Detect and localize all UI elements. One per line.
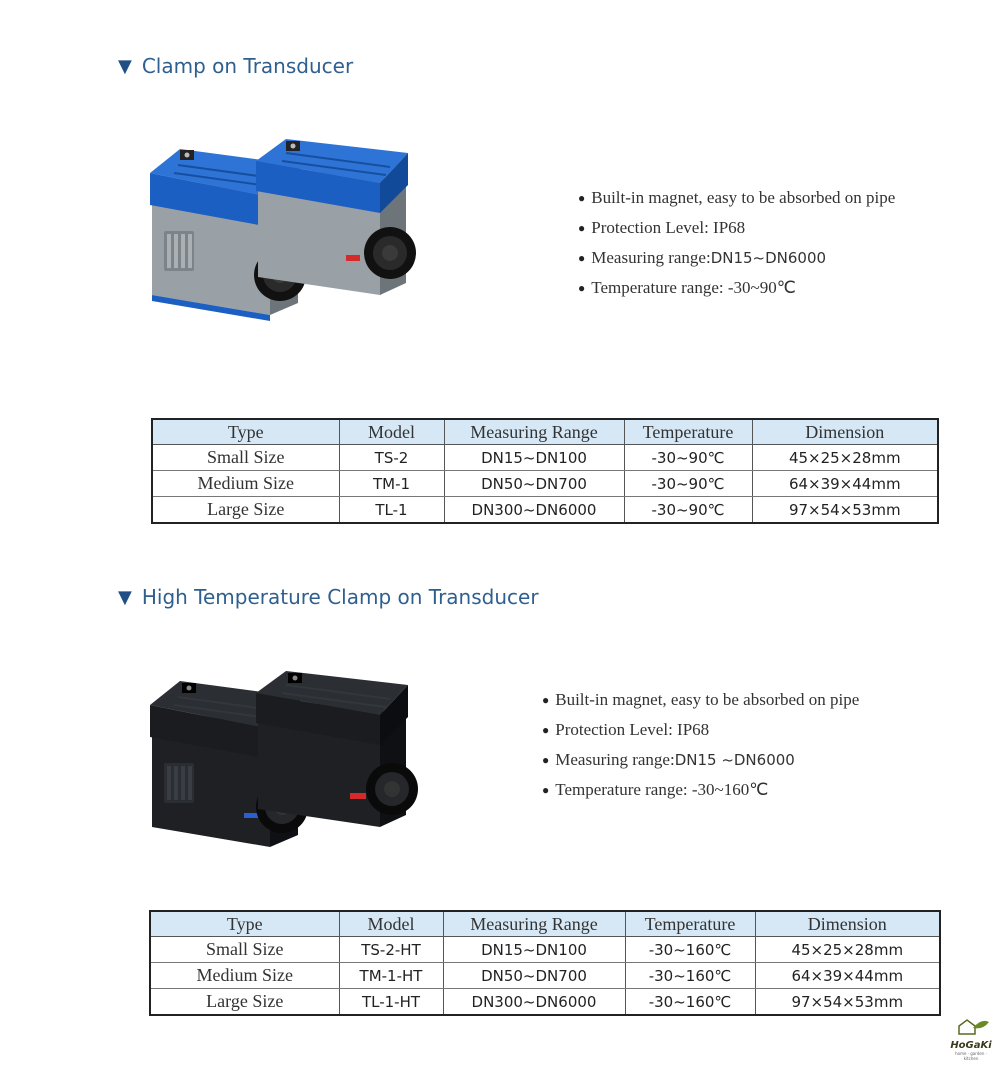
header-dimension: Dimension (755, 911, 940, 937)
bullet-icon: ● (578, 281, 586, 295)
cell-range: DN50~DN700 (444, 471, 624, 497)
table-row (152, 445, 938, 471)
feature-item: ● Protection Level: IP68 (542, 715, 859, 745)
bullet-icon: ● (578, 191, 586, 205)
clamp-transducer-image (140, 135, 430, 325)
table-row (150, 989, 940, 1016)
feature-list-clamp (578, 183, 895, 303)
cell-temperature: -30~90℃ (624, 445, 752, 471)
header-measuring-range: Measuring Range (444, 419, 624, 445)
cell-type: Medium Size (150, 963, 339, 989)
header-measuring-range: Measuring Range (443, 911, 625, 937)
cell-range: DN15~DN100 (443, 937, 625, 963)
transducer-unit-right (256, 671, 418, 827)
bullet-icon: ● (542, 753, 550, 767)
table-row (152, 497, 938, 524)
cell-temperature: -30~160℃ (625, 937, 755, 963)
cell-range: DN300~DN6000 (444, 497, 624, 524)
cell-range: DN300~DN6000 (443, 989, 625, 1016)
table-header-row (150, 911, 940, 937)
feature-item: ● Built-in magnet, easy to be absorbed on pipe (578, 183, 895, 213)
cell-type: Large Size (152, 497, 339, 524)
section-title-high-temp: ▼ High Temperature Clamp on Transducer (118, 585, 539, 609)
cell-type: Small Size (150, 937, 339, 963)
header-temperature: Temperature (625, 911, 755, 937)
header-model: Model (339, 911, 443, 937)
bullet-icon: ● (542, 783, 550, 797)
cell-model: TL-1-HT (339, 989, 443, 1016)
cell-type: Large Size (150, 989, 339, 1016)
feature-item: ● Temperature range: -30~90℃ (578, 273, 895, 303)
house-leaf-icon (951, 1018, 991, 1036)
spec-table-clamp (151, 418, 939, 524)
bullet-icon: ● (578, 251, 586, 265)
cell-temperature: -30~90℃ (624, 471, 752, 497)
feature-item: ● Measuring range: DN15~DN6000 (578, 243, 895, 273)
cell-type: Small Size (152, 445, 339, 471)
header-temperature: Temperature (624, 419, 752, 445)
bullet-icon: ● (542, 693, 550, 707)
cell-range: DN50~DN700 (443, 963, 625, 989)
cell-model: TS-2 (339, 445, 444, 471)
cell-dimension: 64×39×44mm (755, 963, 940, 989)
cell-temperature: -30~90℃ (624, 497, 752, 524)
feature-item: ● Measuring range: DN15 ~DN6000 (542, 745, 859, 775)
cell-dimension: 45×25×28mm (755, 937, 940, 963)
cell-model: TS-2-HT (339, 937, 443, 963)
bullet-icon: ● (578, 221, 586, 235)
cell-dimension: 97×54×53mm (752, 497, 938, 524)
feature-item: ● Protection Level: IP68 (578, 213, 895, 243)
table-header-row (152, 419, 938, 445)
feature-item: ● Temperature range: -30~160℃ (542, 775, 859, 805)
triangle-down-icon: ▼ (118, 586, 132, 608)
cell-dimension: 64×39×44mm (752, 471, 938, 497)
section-title-clamp: ▼ Clamp on Transducer (118, 54, 354, 78)
table-row (150, 937, 940, 963)
table-row (152, 471, 938, 497)
cell-model: TM-1 (339, 471, 444, 497)
feature-item: ● Built-in magnet, easy to be absorbed on pipe (542, 685, 859, 715)
header-model: Model (339, 419, 444, 445)
cell-model: TL-1 (339, 497, 444, 524)
cell-temperature: -30~160℃ (625, 963, 755, 989)
cell-type: Medium Size (152, 471, 339, 497)
cell-dimension: 45×25×28mm (752, 445, 938, 471)
cell-temperature: -30~160℃ (625, 989, 755, 1016)
spec-table-high-temp (149, 910, 941, 1016)
header-type: Type (152, 419, 339, 445)
cell-range: DN15~DN100 (444, 445, 624, 471)
feature-list-high-temp (542, 685, 859, 805)
cell-model: TM-1-HT (339, 963, 443, 989)
table-row (150, 963, 940, 989)
header-dimension: Dimension (752, 419, 938, 445)
bullet-icon: ● (542, 723, 550, 737)
high-temp-transducer-image (140, 665, 430, 855)
triangle-down-icon: ▼ (118, 55, 132, 77)
transducer-unit-right (256, 139, 416, 295)
header-type: Type (150, 911, 339, 937)
cell-dimension: 97×54×53mm (755, 989, 940, 1016)
hogaki-logo: HoGaKi home · garden · kitchen (948, 1018, 994, 1061)
